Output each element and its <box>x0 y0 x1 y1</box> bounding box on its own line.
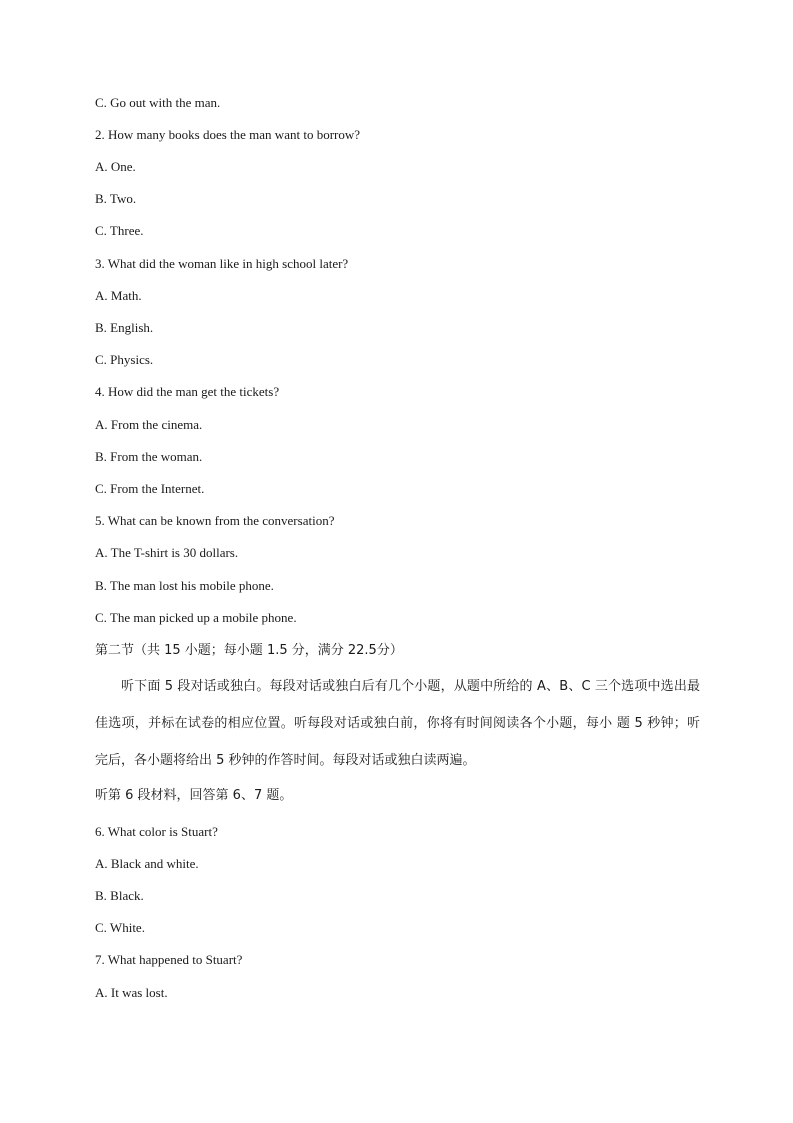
option-1c: C. Go out with the man. <box>95 95 221 110</box>
question-5: 5. What can be known from the conversation? <box>95 513 335 528</box>
option-5b: B. The man lost his mobile phone. <box>95 578 274 593</box>
question-2: 2. How many books does the man want to borrow? <box>95 127 361 142</box>
option-7a: A. It was lost. <box>95 985 168 1000</box>
passage-intro: 听第 6 段材料，回答第 6、7 题。 <box>95 788 293 803</box>
question-7: 7. What happened to Stuart? <box>95 952 243 967</box>
instructions-paragraph: 听下面 5 段对话或独白。每段对话或独白后有几个小题，从题中所给的 A、B、C 三个选项中选出最佳选项，并标在试卷的相应位置。听每段对话或独白前，你将有时间阅读各个小题，每小 题 5 秒钟；听完后，各小题将给出 5 秒钟的作答时间。每段对话或独白读两遍。 <box>95 679 700 768</box>
option-4a: A. From the cinema. <box>95 417 203 432</box>
question-6: 6. What color is Stuart? <box>95 824 218 839</box>
option-4c: C. From the Internet. <box>95 481 205 496</box>
question-3: 3. What did the woman like in high school later? <box>95 256 349 271</box>
option-3a: A. Math. <box>95 288 142 303</box>
option-6c: C. White. <box>95 920 145 935</box>
option-3c: C. Physics. <box>95 352 154 367</box>
option-6b: B. Black. <box>95 888 144 903</box>
option-2b: B. Two. <box>95 191 137 206</box>
option-6a: A. Black and white. <box>95 856 199 871</box>
option-4b: B. From the woman. <box>95 449 203 464</box>
option-2a: A. One. <box>95 159 136 174</box>
option-5a: A. The T-shirt is 30 dollars. <box>95 545 239 560</box>
question-4: 4. How did the man get the tickets? <box>95 384 280 399</box>
option-2c: C. Three. <box>95 223 144 238</box>
section-heading: 第二节（共 15 小题；每小题 1.5 分，满分 22.5分） <box>95 643 403 658</box>
option-5c: C. The man picked up a mobile phone. <box>95 610 297 625</box>
option-3b: B. English. <box>95 320 154 335</box>
